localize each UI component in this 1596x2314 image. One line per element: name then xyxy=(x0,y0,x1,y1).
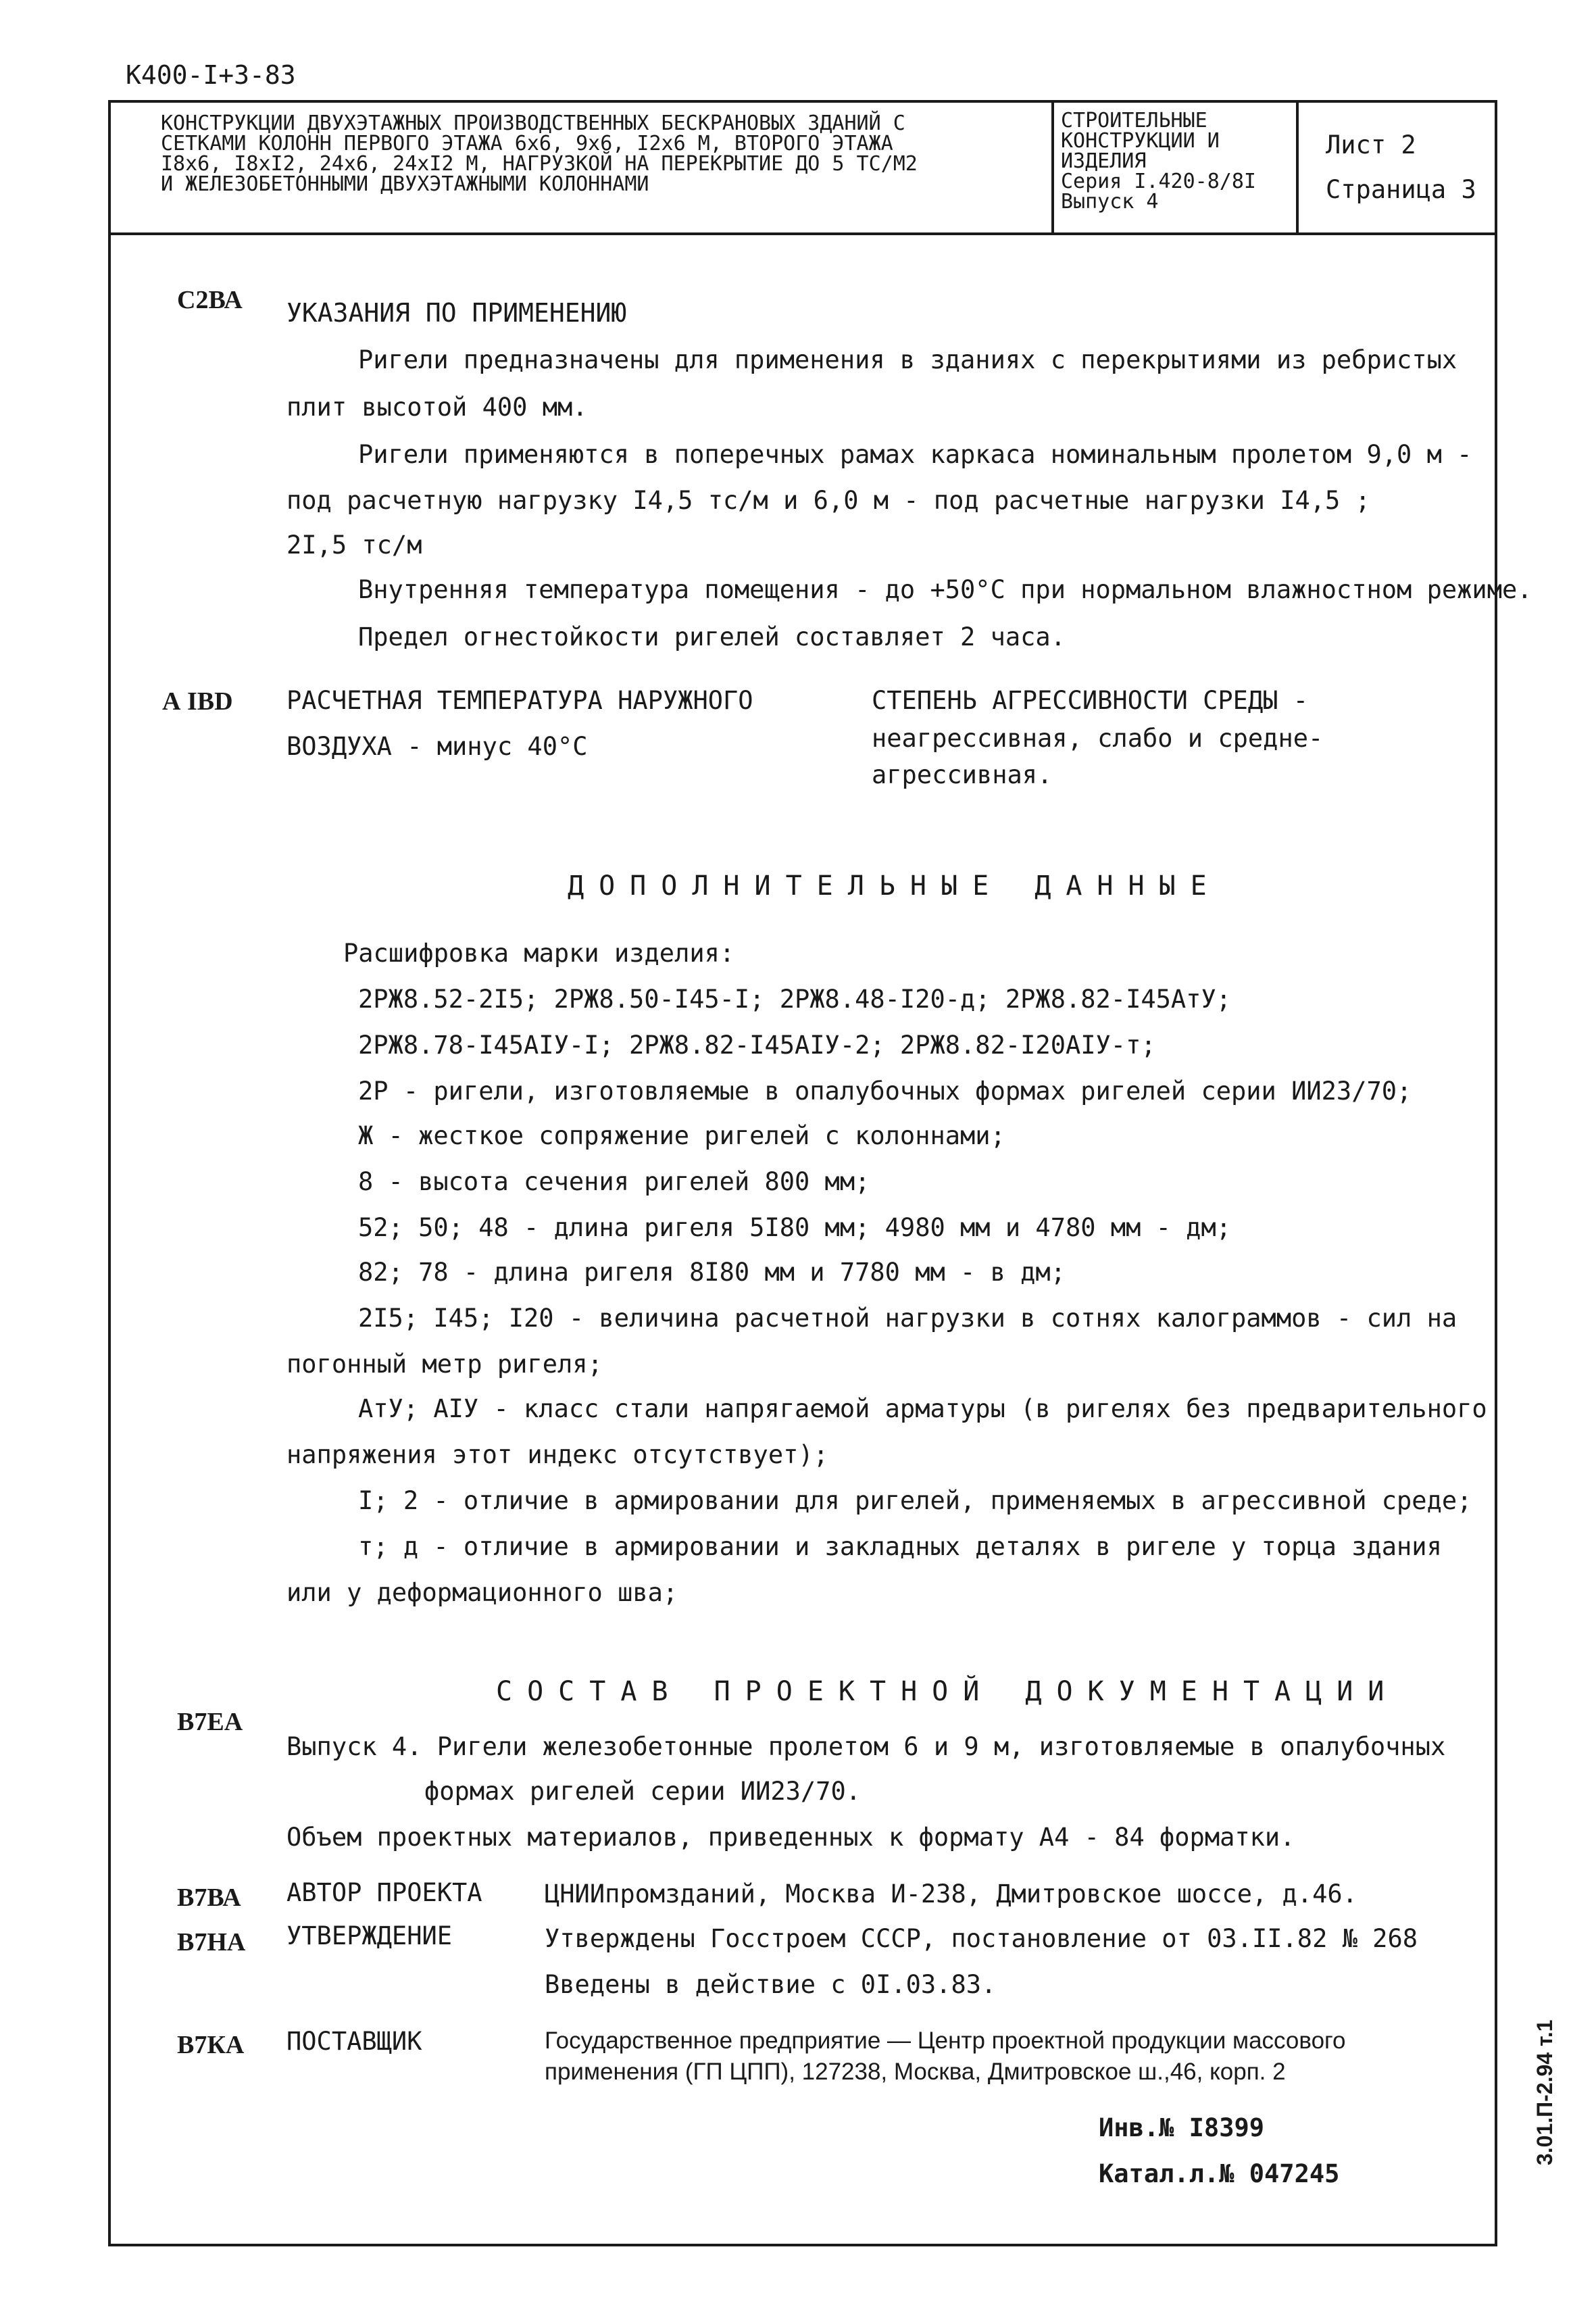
inventory-number: Инв.№ I8399 xyxy=(1099,2113,1265,2142)
usage-line: под расчетную нагрузку I4,5 тс/м и 6,0 м - под расчетные нагрузки I4,5 ; xyxy=(286,486,1370,515)
catalog-number: Катал.л.№ 047245 xyxy=(1099,2159,1340,2188)
composition-line: Объем проектных материалов, приведенных к формату А4 - 84 форматки. xyxy=(286,1823,1295,1852)
aggressiveness-line: СТЕПЕНЬ АГРЕССИВНОСТИ СРЕДЫ - xyxy=(872,686,1309,715)
additional-line: т; д - отличие в армировании и закладных деталях в ригеле у торца здания xyxy=(358,1532,1442,1561)
header-title-line: I8х6, I8хI2, 24х6, 24хI2 М, НАГРУЗКОЙ НА ПЕРЕКРЫТИЕ ДО 5 ТС/М2 xyxy=(161,152,918,176)
approval-effective: Введены в действие с 0I.03.83. xyxy=(545,1970,997,1999)
approval-value: Утверждены Госстроем СССР, постановление от 03.II.82 № 268 xyxy=(545,1924,1418,1953)
aggressiveness-line: неагрессивная, слабо и средне- xyxy=(872,724,1324,753)
header-title-line: СЕТКАМИ КОЛОНН ПЕРВОГО ЭТАЖА 6х6, 9х6, I2х6 М, ВТОРОГО ЭТАЖА xyxy=(161,132,893,155)
author-value: ЦНИИпромзданий, Москва И-238, Дмитровское шоссе, д.46. xyxy=(545,1879,1357,1909)
additional-line: 2РЖ8.52-2I5; 2РЖ8.50-I45-I; 2РЖ8.48-I20-д; 2РЖ8.82-I45АтУ; xyxy=(358,985,1232,1014)
approval-label: УТВЕРЖДЕНИЕ xyxy=(286,1921,453,1950)
additional-line: напряжения этот индекс отсутствует); xyxy=(286,1440,828,1469)
header-category xyxy=(1061,111,1256,212)
header-category-line: КОНСТРУКЦИИ И xyxy=(1061,129,1220,153)
additional-line: 82; 78 - длина ригеля 8I80 мм и 7780 мм - в дм; xyxy=(358,1258,1066,1287)
supplier-label: ПОСТАВЩИК xyxy=(286,2027,422,2056)
additional-line: 2I5; I45; I20 - величина расчетной нагрузки в сотнях калограммов - сил на xyxy=(358,1304,1457,1333)
additional-line: Ж - жесткое сопряжение ригелей с колоннами; xyxy=(358,1121,1005,1150)
aggressiveness-line: агрессивная. xyxy=(872,760,1053,789)
composition-line: формах ригелей серии ИИ23/70. xyxy=(424,1777,862,1806)
additional-line: I; 2 - отличие в армировании для ригелей, применяемых в агрессивной среде; xyxy=(358,1486,1472,1515)
additional-line: АтУ; АIУ - класс стали напрягаемой арматуры (в ригелях без предварительного xyxy=(358,1394,1487,1423)
additional-line: 8 - высота сечения ригелей 800 мм; xyxy=(358,1167,870,1196)
side-code: 3.01.П-2.94 т.1 xyxy=(1532,2019,1557,2165)
code-b7ka: В7КА xyxy=(177,2031,245,2059)
usage-line: 2I,5 тс/м xyxy=(286,531,422,560)
additional-line: 2Р - ригели, изготовляемые в опалубочных формах ригелей серии ИИ23/70; xyxy=(358,1077,1412,1106)
usage-line: плит высотой 400 мм. xyxy=(286,393,588,422)
code-a1bd: А IВD xyxy=(162,687,233,716)
code-b7ba: В7ВА xyxy=(177,1884,241,1912)
sheet-number: Лист 2 xyxy=(1326,130,1416,159)
header-title xyxy=(161,114,918,195)
header-category-line: ИЗДЕЛИЯ xyxy=(1061,149,1147,173)
header-title-line: КОНСТРУКЦИИ ДВУХЭТАЖНЫХ ПРОИЗВОДСТВЕННЫХ БЕСКРАНОВЫХ ЗДАНИЙ С xyxy=(161,112,905,135)
usage-line: Предел огнестойкости ригелей составляет 2 часа. xyxy=(358,622,1066,651)
additional-line: 52; 50; 48 - длина ригеля 5I80 мм; 4980 мм и 4780 мм - дм; xyxy=(358,1213,1232,1242)
header-divider xyxy=(108,232,1495,235)
page-number: Страница 3 xyxy=(1326,175,1476,204)
additional-line: или у деформационного шва; xyxy=(286,1578,678,1607)
composition-heading: СОСТАВ ПРОЕКТНОЙ ДОКУМЕНТАЦИИ xyxy=(496,1676,1399,1707)
supplier-line: применения (ГП ЦПП), 127238, Москва, Дмитровское ш.,46, корп. 2 xyxy=(545,2059,1286,2085)
code-b7ea: В7ЕА xyxy=(177,1708,243,1736)
supplier-line: Государственное предприятие — Центр проектной продукции массового xyxy=(545,2027,1346,2054)
header-col-divider-1 xyxy=(1051,100,1054,234)
temperature-line: РАСЧЕТНАЯ ТЕМПЕРАТУРА НАРУЖНОГО xyxy=(286,686,753,715)
temperature-line: ВОЗДУХА - минус 40°С xyxy=(286,732,588,761)
header-title-line: И ЖЕЛЕЗОБЕТОННЫМИ ДВУХЭТАЖНЫМИ КОЛОННАМИ xyxy=(161,172,649,196)
header-issue: Выпуск 4 xyxy=(1061,190,1159,214)
usage-line: Ригели применяются в поперечных рамах каркаса номинальным пролетом 9,0 м - xyxy=(358,440,1472,469)
code-c2ba: С2ВА xyxy=(177,286,243,314)
usage-line: Ригели предназначены для применения в зданиях с перекрытиями из ребристых xyxy=(358,345,1457,374)
additional-line: 2РЖ8.78-I45АIУ-I; 2РЖ8.82-I45АIУ-2; 2РЖ8.82-I20АIУ-т; xyxy=(358,1031,1156,1060)
author-label: АВТОР ПРОЕКТА xyxy=(286,1878,482,1907)
additional-line: Расшифровка марки изделия: xyxy=(343,939,735,968)
additional-line: погонный метр ригеля; xyxy=(286,1350,603,1379)
code-b7ha: В7НА xyxy=(177,1928,246,1956)
additional-heading: ДОПОЛНИТЕЛЬНЫЕ ДАННЫЕ xyxy=(568,870,1222,902)
doc-code: К400-I+3-83 xyxy=(126,60,296,90)
header-col-divider-2 xyxy=(1296,100,1299,234)
usage-line: Внутренняя температура помещения - до +50°С при нормальном влажностном режиме. xyxy=(358,575,1532,604)
header-series: Серия I.420-8/8I xyxy=(1061,170,1256,193)
usage-heading: УКАЗАНИЯ ПО ПРИМЕНЕНИЮ xyxy=(286,298,627,328)
header-category-line: СТРОИТЕЛЬНЫЕ xyxy=(1061,109,1207,132)
composition-line: Выпуск 4. Ригели железобетонные пролетом 6 и 9 м, изготовляемые в опалубочных xyxy=(286,1732,1446,1761)
